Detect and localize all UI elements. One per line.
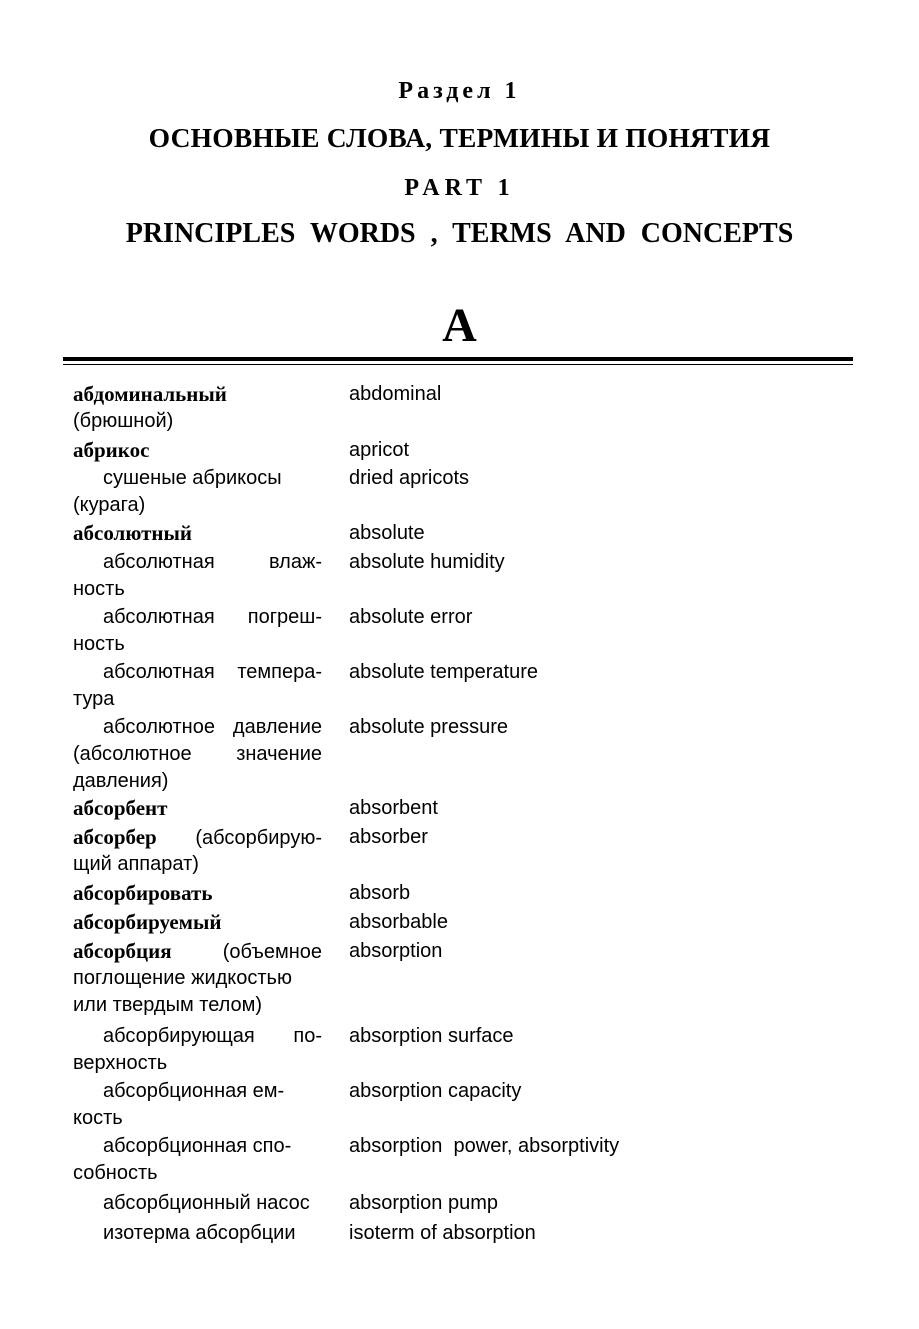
entry-en: abdominal <box>349 383 442 405</box>
entry-headword: абдоминальный <box>73 382 227 406</box>
entry-en: absorbable <box>349 911 448 933</box>
entry-en: absorbent <box>349 797 438 819</box>
entry-en: absorption pump <box>349 1192 498 1214</box>
entry-ru <box>73 938 322 1019</box>
entry-en: absorption <box>349 940 443 962</box>
entry-ru-line: ность <box>73 578 125 600</box>
entry-ru-line: (абсолютное значение <box>73 743 322 765</box>
entry-ru <box>73 714 322 795</box>
entry-en: dried apricots <box>349 467 470 489</box>
entry-en: absorb <box>349 882 411 904</box>
entry-ru <box>73 1220 322 1247</box>
entry-headword: абсорбер <box>73 825 157 849</box>
entry-headword: абсорбент <box>73 796 168 820</box>
entry-en: absorption surface <box>349 1025 514 1047</box>
entry-ru-line: абсолютная темпера- <box>103 661 322 683</box>
entry-en: absolute <box>349 522 425 544</box>
entry-en: absolute temperature <box>349 661 539 683</box>
entry-ru-qualifier: (абсорбирую- <box>156 827 322 849</box>
section-title-ru: ОСНОВНЫЕ СЛОВА, ТЕРМИНЫ И ПОНЯТИЯ <box>148 122 771 153</box>
entry-ru-line: (брюшной) <box>73 410 174 432</box>
section-label-en: PART 1 <box>404 175 515 201</box>
entry-ru-line: ность <box>73 633 125 655</box>
entry-en: isoterm of absorption <box>349 1222 536 1244</box>
entry-headword: абсорбируемый <box>73 910 222 934</box>
entry-ru-line: кость <box>73 1107 123 1129</box>
entry-ru-line: поглощение жидкостью <box>73 967 292 989</box>
alphabet-letter-heading: A <box>442 299 477 352</box>
entry-ru-line: изотерма абсорбции <box>103 1222 296 1244</box>
entry-headword: абсорбция <box>73 939 172 963</box>
entry-en: absolute pressure <box>349 716 508 738</box>
entry-ru-line: абсолютная погреш- <box>103 606 322 628</box>
entry-ru <box>73 795 322 822</box>
entry-ru-line: абсорбционная ем- <box>103 1080 285 1102</box>
entry-ru-line: абсолютное давление <box>103 716 322 738</box>
entry-en: absorption power, absorptivity <box>349 1135 620 1157</box>
entry-headword: абсолютный <box>73 521 193 545</box>
entry-ru <box>73 437 322 464</box>
entry-ru-line: давления) <box>73 770 169 792</box>
entry-ru-line: щий аппарат) <box>73 853 199 875</box>
entry-en: absorption capacity <box>349 1080 522 1102</box>
entry-ru <box>73 1190 322 1217</box>
entry-ru-line: собность <box>73 1162 158 1184</box>
entry-ru <box>73 909 322 936</box>
entry-ru-line: абсорбирующая по- <box>103 1025 322 1047</box>
entry-en: absolute error <box>349 606 473 628</box>
entry-ru <box>73 1133 322 1187</box>
entry-en: absorber <box>349 826 428 848</box>
entry-ru <box>73 880 322 907</box>
entry-ru <box>73 381 322 435</box>
entry-headword: абсорбировать <box>73 881 213 905</box>
entry-ru <box>73 465 322 519</box>
entry-ru <box>73 1023 322 1077</box>
entry-ru <box>73 659 322 713</box>
entry-ru-line: верхность <box>73 1052 168 1074</box>
entry-ru-line: абсолютная влаж- <box>103 551 322 573</box>
entry-ru <box>73 1078 322 1132</box>
entry-en: absolute humidity <box>349 551 505 573</box>
section-title-en: PRINCIPLES WORDS , TERMS AND CONCEPTS <box>125 218 794 249</box>
entry-ru-line: или твердым телом) <box>73 994 263 1016</box>
entry-ru-line: абсорбционная спо- <box>103 1135 292 1157</box>
entry-ru <box>73 549 322 603</box>
entry-ru-line: сушеные абрикосы <box>103 467 282 489</box>
entry-en: apricot <box>349 439 410 461</box>
entry-ru <box>73 520 322 547</box>
entry-ru-qualifier: (объемное <box>171 941 322 963</box>
entry-ru-line: (курага) <box>73 494 146 516</box>
entry-ru <box>73 604 322 658</box>
entry-ru <box>73 824 322 878</box>
entry-ru-line: тура <box>73 688 115 710</box>
entry-ru-line: абсорбционный насос <box>103 1192 310 1214</box>
section-label-ru: Раздел 1 <box>398 78 521 104</box>
entry-headword: абрикос <box>73 438 150 462</box>
